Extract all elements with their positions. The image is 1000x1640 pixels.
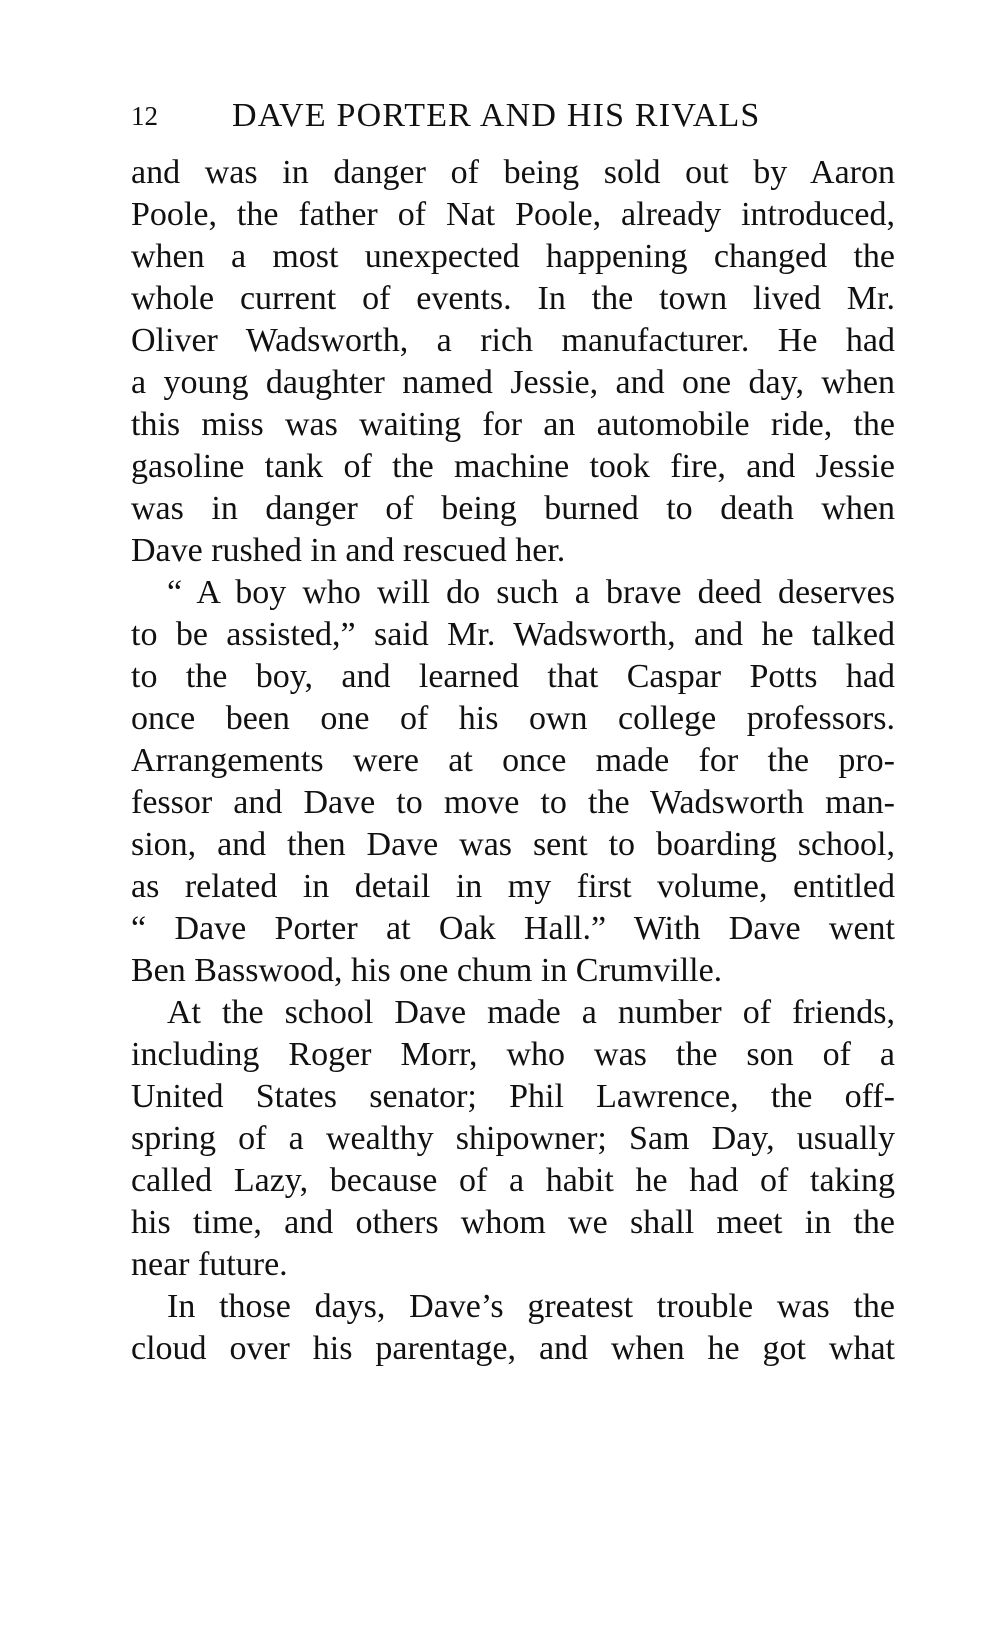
page-number: 12 [131,101,158,131]
text-line: this miss was waiting for an automobile ride, the [131,406,895,443]
text-line: Poole, the father of Nat Poole, already introduced, [131,196,895,233]
text-line: spring of a wealthy shipowner; Sam Day, usually [131,1120,895,1157]
text-line: “ A boy who will do such a brave deed deserves [167,574,895,611]
text-line: gasoline tank of the machine took fire, and Jessie [131,448,895,485]
text-line: Ben Basswood, his one chum in Crumville. [131,952,723,989]
text-line: sion, and then Dave was sent to boarding school, [131,826,895,863]
text-line: as related in detail in my first volume, entitled [131,868,895,905]
text-line: whole current of events. In the town lived Mr. [131,280,895,317]
text-line: to the boy, and learned that Caspar Potts had [131,658,895,695]
text-line: In those days, Dave’s greatest trouble was the [167,1288,895,1325]
text-line: called Lazy, because of a habit he had of taking [131,1162,895,1199]
text-line: near future. [131,1246,288,1283]
text-line: “ Dave Porter at Oak Hall.” With Dave went [131,910,895,947]
running-head [131,96,801,140]
text-line: to be assisted,” said Mr. Wadsworth, and he talked [131,616,895,653]
text-line: United States senator; Phil Lawrence, the off- [131,1078,895,1115]
running-title: DAVE PORTER AND HIS RIVALS [232,97,761,134]
text-line: his time, and others whom we shall meet in the [131,1204,895,1241]
text-line: Arrangements were at once made for the pro- [131,742,895,779]
text-line: was in danger of being burned to death when [131,490,895,527]
text-line: including Roger Morr, who was the son of a [131,1036,895,1073]
text-line: Oliver Wadsworth, a rich manufacturer. He had [131,322,895,359]
text-line: fessor and Dave to move to the Wadsworth man- [131,784,895,821]
body-text [131,152,895,1370]
text-line: once been one of his own college professors. [131,700,895,737]
text-line: and was in danger of being sold out by Aaron [131,154,895,191]
text-line: a young daughter named Jessie, and one day, when [131,364,895,401]
text-line: At the school Dave made a number of friends, [167,994,895,1031]
text-line: Dave rushed in and rescued her. [131,532,566,569]
text-line: when a most unexpected happening changed the [131,238,895,275]
text-line: cloud over his parentage, and when he got what [131,1330,895,1367]
